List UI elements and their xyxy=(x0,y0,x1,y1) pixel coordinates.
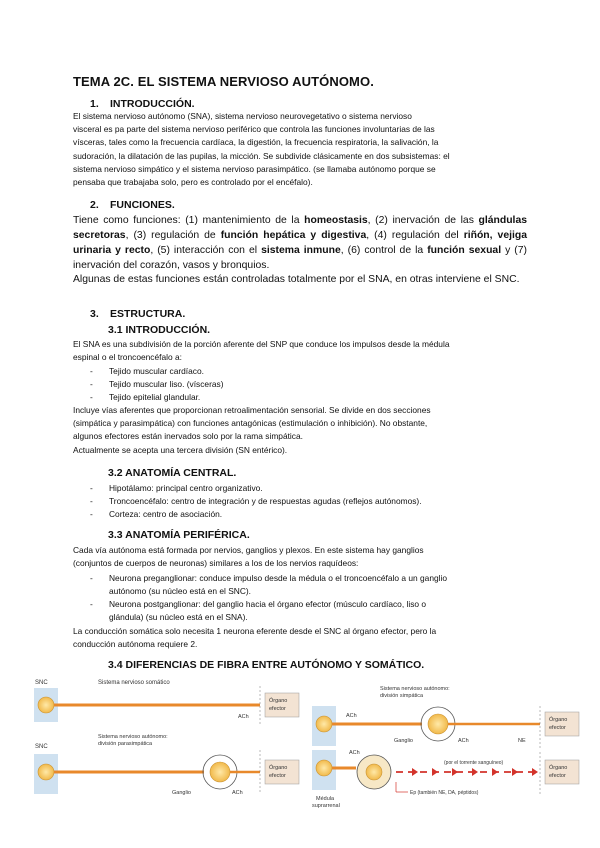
text-run: , (4) regulación del xyxy=(366,230,464,241)
arrow-head xyxy=(532,768,538,776)
section-1-number: 1. xyxy=(90,98,99,110)
text-run: y (7) inervación del corazón, vasos y bronquios. xyxy=(73,245,528,271)
text-line: visceral es pa parte del sistema nervioso periférico que controla las funciones involuntarias de las xyxy=(73,124,435,135)
subsection-3-3-after xyxy=(73,625,527,651)
list-item: - Troncoencéfalo: centro de integración y de respuestas agudas (reflejos autónomos). xyxy=(82,495,422,508)
list-item: - Corteza: centro de asociación. xyxy=(82,508,422,521)
section-3-number: 3. xyxy=(90,308,99,320)
somatic-neuron-body xyxy=(38,697,54,713)
text-run: Tiene como funciones: (1) mantenimiento de la xyxy=(73,215,305,226)
arrow-head xyxy=(412,768,418,776)
text-run-bold: sistema inmune xyxy=(261,245,341,256)
snc-label: SNC xyxy=(35,744,48,750)
section-2-note: Algunas de estas funciones están controladas totalmente por el SNA, en otras interviene el SNC. xyxy=(73,274,520,285)
text-line: espinal o el troncoencéfalo a: xyxy=(73,352,182,363)
document-title: TEMA 2C. EL SISTEMA NERVIOSO AUTÓNOMO. xyxy=(73,74,374,89)
adrenal-medulla-label: Médula suprarrenal xyxy=(312,796,340,809)
text-run: , (3) regulación de xyxy=(125,230,221,241)
section-2-paragraph xyxy=(73,213,527,273)
postganglionic-neuron-body xyxy=(210,762,230,782)
adrenal-pre-neuron xyxy=(316,760,332,776)
bloodstream-label: (por el torrente sanguíneo) xyxy=(444,760,504,766)
text-run: , (2) inervación de las xyxy=(367,215,479,226)
effector-label-2: efector xyxy=(549,773,566,779)
parasympathetic-panel xyxy=(34,734,299,796)
list-item: - Hipotálamo: principal centro organizativo. xyxy=(82,482,422,495)
section-1-paragraph xyxy=(73,110,527,189)
list-item xyxy=(82,598,519,624)
list-item: - Tejido epitelial glandular. xyxy=(82,391,224,404)
text-line: - Neurona preganglionar: conduce impulso desde la médula o el troncoencéfalo a un ganglio xyxy=(109,573,448,583)
arrow-head xyxy=(472,768,478,776)
subsection-3-3-intro xyxy=(73,544,527,570)
somatic-effector-box xyxy=(265,693,299,717)
text-line: Cada vía autónoma está formada por nervios, ganglios y plexos. En este sistema hay ganglios xyxy=(73,545,424,555)
effector-label-1: Órgano xyxy=(549,717,568,723)
section-3-heading xyxy=(90,308,185,320)
section-1-heading xyxy=(90,98,195,110)
text-run-bold: glándulas secretoras xyxy=(73,215,527,241)
text-line: Incluye vías aferentes que proporcionan retroalimentación sensorial. Se divide en dos secciones xyxy=(73,405,431,415)
sympathetic-post-neuron xyxy=(428,714,448,734)
somatic-ach-label: ACh xyxy=(238,714,249,720)
preganglionic-neuron-body xyxy=(38,764,54,780)
text-line: La conducción somática solo necesita 1 neurona eferente desde el SNC al órgano efector, pero la xyxy=(73,626,437,636)
subsection-3-2-list xyxy=(82,482,422,521)
sympathetic-title: Sistema nervioso autónomo: división simpática xyxy=(380,686,450,699)
parasympathetic-effector-box xyxy=(265,760,299,784)
text-run-bold: función sexual xyxy=(427,245,502,256)
parasympathetic-ach-label: ACh xyxy=(232,790,243,796)
effector-label-2: efector xyxy=(269,706,286,712)
somatic-title: Sistema nervioso somático xyxy=(98,680,170,686)
fiber-comparison-figure xyxy=(34,676,594,826)
section-2-number: 2. xyxy=(90,199,99,211)
text-line: (conjuntos de cuerpos de neuronas) similares a los de los nervios raquídeos: xyxy=(73,558,359,569)
subsection-3-1-intro xyxy=(73,338,527,364)
arrow-head xyxy=(432,768,438,776)
subsection-3-3-heading: 3.3 ANATOMÍA PERIFÉRICA. xyxy=(108,529,250,541)
text-line: El sistema nervioso autónomo (SNA), sistema nervioso neurovegetativo o sistema nervioso xyxy=(73,111,412,121)
text-run: , (6) control de la xyxy=(340,245,428,256)
section-2-title: FUNCIONES. xyxy=(110,199,175,211)
text-line: glándula) (su núcleo está en el SNA). xyxy=(109,612,248,622)
text-run-bold: homeostasis xyxy=(304,215,368,226)
subsection-3-3-list xyxy=(82,572,519,624)
somatic-panel xyxy=(34,680,299,726)
ne-label: NE xyxy=(518,738,526,744)
sympathetic-effector-top xyxy=(545,712,579,736)
chromaffin-cell xyxy=(366,764,382,780)
arrow-head xyxy=(492,768,498,776)
subsection-3-1-list xyxy=(82,365,224,404)
effector-label-1: Órgano xyxy=(269,698,288,704)
text-line: (simpática y parasimpática) con funciones antagónicas (estimulación o inhibición). No obstante, xyxy=(73,418,428,429)
bloodstream-arrows xyxy=(396,768,538,776)
sympathetic-effector-bottom xyxy=(545,760,579,784)
text-run: , (5) interacción con el xyxy=(150,245,262,256)
section-2-heading xyxy=(90,199,175,211)
list-item xyxy=(82,572,519,598)
parasympathetic-title: Sistema nervioso autónomo: división parasimpática xyxy=(98,734,168,747)
effector-label-1: Órgano xyxy=(549,765,568,771)
arrow-head xyxy=(512,768,518,776)
section-3-title: ESTRUCTURA. xyxy=(110,308,186,320)
text-run-bold: riñón, vejiga urinaria y recto xyxy=(73,230,528,256)
text-line: pensaba que trabajaba solo, pero es controlado por el encéfalo). xyxy=(73,177,313,188)
adrenal-ach-label: ACh xyxy=(349,750,360,756)
sympathetic-pre-neuron xyxy=(316,716,332,732)
sympathetic-ach-right: ACh xyxy=(458,738,469,744)
effector-label-1: Órgano xyxy=(269,765,288,771)
effector-label-2: efector xyxy=(269,773,286,779)
snc-label: SNC xyxy=(35,680,48,686)
ep-label: Ep (también NE, DA, péptidos) xyxy=(410,790,479,796)
list-item: - Tejido muscular cardíaco. xyxy=(82,365,224,378)
text-line: autónomo (su núcleo está en el SNC). xyxy=(109,586,251,596)
text-line: sistema nervioso simpático y el sistema nervioso parasimpático. (se llamaba autónomo porque se xyxy=(73,163,436,174)
text-line: algunos efectores están inervados solo por la rama simpática. xyxy=(73,431,303,442)
text-line: El SNA es una subdivisión de la porción aferente del SNP que conduce los impulsos desde la médula xyxy=(73,339,450,349)
effector-label-2: efector xyxy=(549,725,566,731)
sympathetic-panel xyxy=(312,686,579,809)
text-line: conducción autónoma requiere 2. xyxy=(73,639,198,650)
arrow-head xyxy=(452,768,458,776)
sympathetic-ach-left: ACh xyxy=(346,713,357,719)
sympathetic-ganglion-label: Ganglio xyxy=(394,738,413,744)
text-line: vísceras, tales como la frecuencia cardíaca, la digestión, la frecuencia respiratoria, la salivación, la xyxy=(73,137,439,148)
list-item: - Tejido muscular liso. (vísceras) xyxy=(82,378,224,391)
text-run-bold: función hepática y digestiva xyxy=(220,230,367,241)
text-line: sudoración, la dilatación de las pupilas, la micción. Se subdivide clásicamente en dos subsistemas: el xyxy=(73,150,450,161)
subsection-3-1-heading: 3.1 INTRODUCCIÓN. xyxy=(108,324,211,336)
subsection-3-2-heading: 3.2 ANATOMÍA CENTRAL. xyxy=(108,467,237,479)
text-line: Actualmente se acepta una tercera división (SN entérico). xyxy=(73,444,288,455)
subsection-3-1-after xyxy=(73,404,527,457)
parasympathetic-ganglion-label: Ganglio xyxy=(172,790,191,796)
section-1-title: INTRODUCCIÓN. xyxy=(110,98,195,110)
text-line: - Neurona postganglionar: del ganglio hacia el órgano efector (músculo cardíaco, liso o xyxy=(109,599,427,609)
subsection-3-4-heading: 3.4 DIFERENCIAS DE FIBRA ENTRE AUTÓNOMO Y SOMÁTICO. xyxy=(108,659,425,671)
